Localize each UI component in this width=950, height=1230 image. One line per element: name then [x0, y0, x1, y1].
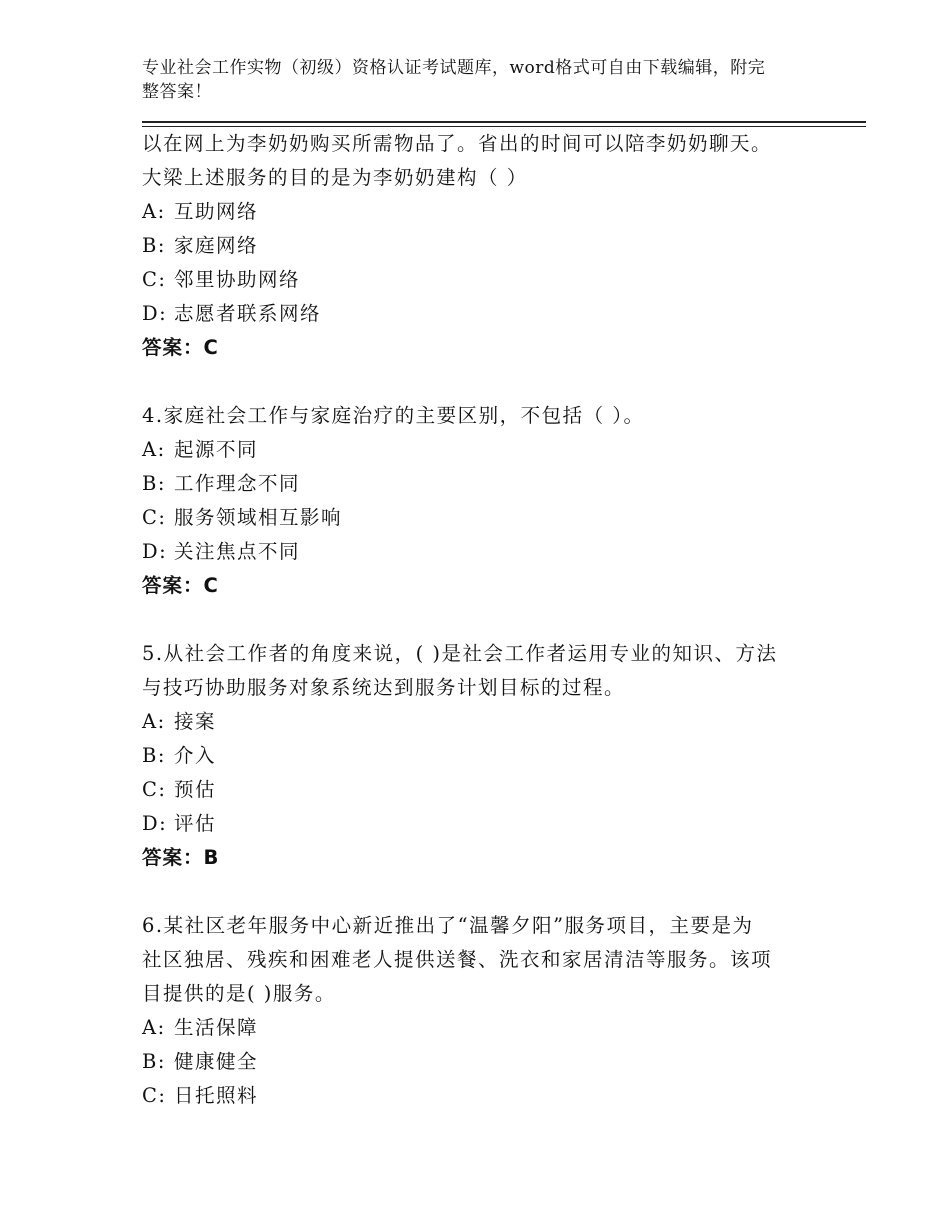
question-text-line: 以在网上为李奶奶购买所需物品了。省出的时间可以陪李奶奶聊天。: [142, 132, 773, 155]
option-b: [142, 229, 822, 263]
question-6: [142, 909, 822, 1113]
option-letter: A:: [142, 438, 166, 461]
option-a: [142, 195, 822, 229]
option-text: 介入: [174, 744, 217, 767]
option-c: [142, 501, 822, 535]
option-text: 起源不同: [174, 438, 259, 461]
option-c: [142, 1079, 822, 1113]
question-text-line: 6.某社区老年服务中心新近推出了“温馨夕阳”服务项目，主要是为: [142, 914, 754, 937]
spacer: [142, 875, 822, 909]
option-letter: C:: [142, 268, 167, 291]
answer-label: 答案：B: [142, 846, 220, 869]
spacer: [142, 603, 822, 637]
option-text: 接案: [174, 710, 217, 733]
option-letter: C:: [142, 778, 167, 801]
option-letter: B:: [142, 1050, 166, 1073]
option-letter: D:: [142, 302, 168, 325]
option-a: [142, 433, 822, 467]
option-text: 互助网络: [174, 200, 259, 223]
question-text-line: 大梁上述服务的目的是为李奶奶建构（ ）: [142, 166, 528, 189]
option-letter: D:: [142, 812, 168, 835]
option-letter: A:: [142, 710, 166, 733]
option-text: 日托照料: [174, 1084, 259, 1107]
option-letter: C:: [142, 506, 167, 529]
question-text-line: 目提供的是( )服务。: [142, 982, 336, 1005]
option-b: [142, 1045, 822, 1079]
option-text: 关注焦点不同: [174, 540, 301, 563]
option-text: 邻里协助网络: [174, 268, 301, 291]
option-text: 生活保障: [174, 1016, 259, 1039]
question-text-line: 与技巧协助服务对象系统达到服务计划目标的过程。: [142, 676, 626, 699]
spacer: [142, 365, 822, 399]
option-text: 健康健全: [174, 1050, 259, 1073]
option-a: [142, 1011, 822, 1045]
question-text-line: 4.家庭社会工作与家庭治疗的主要区别，不包括（ ）。: [142, 404, 645, 427]
option-letter: B:: [142, 234, 166, 257]
answer-label: 答案：C: [142, 336, 219, 359]
header-line-2: 整答案！: [142, 82, 212, 102]
option-c: [142, 773, 822, 807]
option-letter: B:: [142, 472, 166, 495]
option-text: 预估: [174, 778, 217, 801]
question-text-line: 5.从社会工作者的角度来说，( )是社会工作者运用专业的知识、方法: [142, 642, 778, 665]
option-d: [142, 297, 822, 331]
option-text: 家庭网络: [174, 234, 259, 257]
page-header: [142, 56, 822, 104]
option-b: [142, 467, 822, 501]
question-text-line: 社区独居、残疾和困难老人提供送餐、洗衣和家居清洁等服务。该项: [142, 948, 773, 971]
option-letter: D:: [142, 540, 168, 563]
option-letter: C:: [142, 1084, 167, 1107]
header-line-1: 专业社会工作实物（初级）资格认证考试题库，word格式可自由下载编辑，附完: [142, 58, 766, 78]
option-b: [142, 739, 822, 773]
option-text: 评估: [174, 812, 217, 835]
question-3: [142, 127, 822, 365]
option-c: [142, 263, 822, 297]
option-text: 工作理念不同: [174, 472, 301, 495]
option-letter: A:: [142, 200, 166, 223]
option-d: [142, 535, 822, 569]
option-a: [142, 705, 822, 739]
question-list: [142, 127, 822, 1113]
answer-label: 答案：C: [142, 574, 219, 597]
option-text: 服务领域相互影响: [174, 506, 343, 529]
option-text: 志愿者联系网络: [174, 302, 322, 325]
option-letter: A:: [142, 1016, 166, 1039]
option-letter: B:: [142, 744, 166, 767]
question-5: [142, 637, 822, 875]
option-d: [142, 807, 822, 841]
question-4: [142, 399, 822, 603]
header-divider-thick: [142, 121, 866, 123]
